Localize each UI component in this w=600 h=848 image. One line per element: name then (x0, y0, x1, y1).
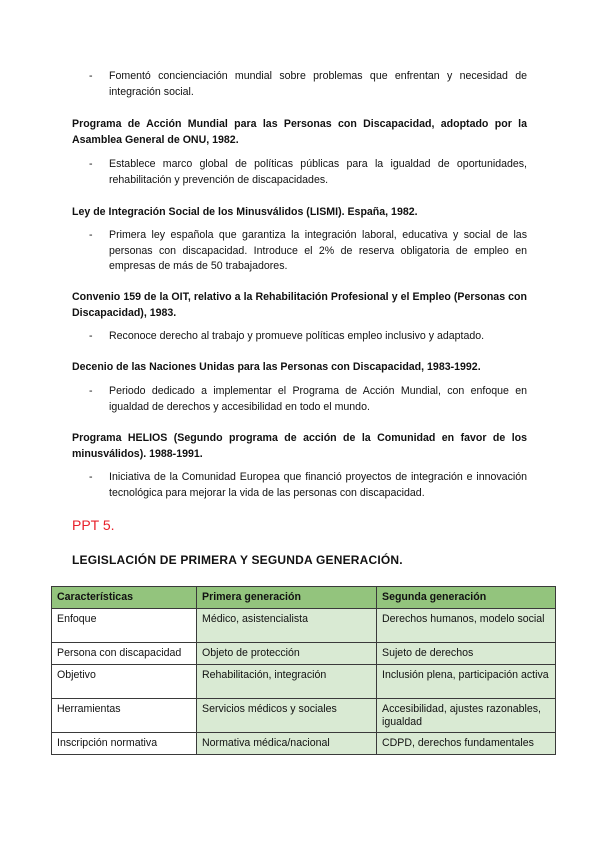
table-header-cell: Primera generación (197, 587, 377, 609)
bullet-item (89, 384, 527, 415)
bullet-text: Iniciativa de la Comunidad Europea que financió proyectos de integración e innovación tecnológica para mejorar la vida de las personas con discapacidad. (109, 471, 527, 499)
bullet-text: Fomentó concienciación mundial sobre problemas que enfrentan y necesidad de integración social. (109, 70, 527, 98)
bullet-item (89, 69, 527, 100)
bullet-dash: - (89, 70, 93, 82)
table-cell: Objeto de protección (197, 643, 377, 665)
table-cell: Médico, asistencialista (197, 609, 377, 643)
generation-comparison-table (51, 586, 556, 755)
table-cell: Enfoque (52, 609, 197, 643)
table-cell: Derechos humanos, modelo social (377, 609, 556, 643)
bullet-dash: - (89, 385, 93, 397)
table-row (52, 733, 556, 755)
bullet-item (89, 228, 527, 275)
bullet-item (89, 470, 527, 501)
table-cell: Inclusión plena, participación activa (377, 665, 556, 699)
bullet-dash: - (89, 229, 93, 241)
table-row (52, 609, 556, 643)
table-cell: Rehabilitación, integración (197, 665, 377, 699)
bullet-text: Periodo dedicado a implementar el Programa de Acción Mundial, con enfoque en igualdad de derechos y accesibilidad en todo el mundo. (109, 385, 527, 413)
section-heading: Convenio 159 de la OIT, relativo a la Rehabilitación Profesional y el Empleo (Personas con Discapacidad), 1983. (72, 291, 527, 319)
bullet-dash: - (89, 330, 93, 342)
table-header-cell: Características (52, 587, 197, 609)
bullet-dash: - (89, 158, 93, 170)
table-cell: Persona con discapacidad (52, 643, 197, 665)
table-cell: Normativa médica/nacional (197, 733, 377, 755)
table-header-row (52, 587, 556, 609)
bullet-text: Reconoce derecho al trabajo y promueve políticas empleo inclusivo y adaptado. (109, 330, 485, 342)
table-cell: Inscripción normativa (52, 733, 197, 755)
table-row (52, 643, 556, 665)
bullet-item (89, 157, 527, 188)
bullet-text: Primera ley española que garantiza la integración laboral, educativa y social de las personas con discapacidad. Introduce el 2% de reserva obligatoria de empleo en empresas de más de 50 trabajadores. (109, 229, 527, 272)
table-row (52, 699, 556, 733)
table-header-cell: Segunda generación (377, 587, 556, 609)
bullet-item (89, 329, 527, 345)
table-row (52, 665, 556, 699)
table-cell: CDPD, derechos fundamentales (377, 733, 556, 755)
table-cell: Objetivo (52, 665, 197, 699)
table-cell: Sujeto de derechos (377, 643, 556, 665)
section-heading: Programa HELIOS (Segundo programa de acción de la Comunidad en favor de los minusválidos). 1988-1991. (72, 432, 527, 460)
table-cell: Herramientas (52, 699, 197, 733)
bullet-dash: - (89, 471, 93, 483)
table-cell: Servicios médicos y sociales (197, 699, 377, 733)
section-heading: Decenio de las Naciones Unidas para las Personas con Discapacidad, 1983-1992. (72, 361, 481, 373)
bullet-text: Establece marco global de políticas públicas para la igualdad de oportunidades, rehabilitación y prevención de discapacidades. (109, 158, 527, 186)
section-title: LEGISLACIÓN DE PRIMERA Y SEGUNDA GENERACIÓN. (72, 553, 403, 567)
section-heading: Ley de Integración Social de los Minusválidos (LISMI). España, 1982. (72, 206, 418, 218)
section-heading: Programa de Acción Mundial para las Personas con Discapacidad, adoptado por la Asamblea General de ONU, 1982. (72, 118, 527, 146)
ppt-label: PPT 5. (72, 517, 115, 533)
table-cell: Accesibilidad, ajustes razonables, igualdad (377, 699, 556, 733)
